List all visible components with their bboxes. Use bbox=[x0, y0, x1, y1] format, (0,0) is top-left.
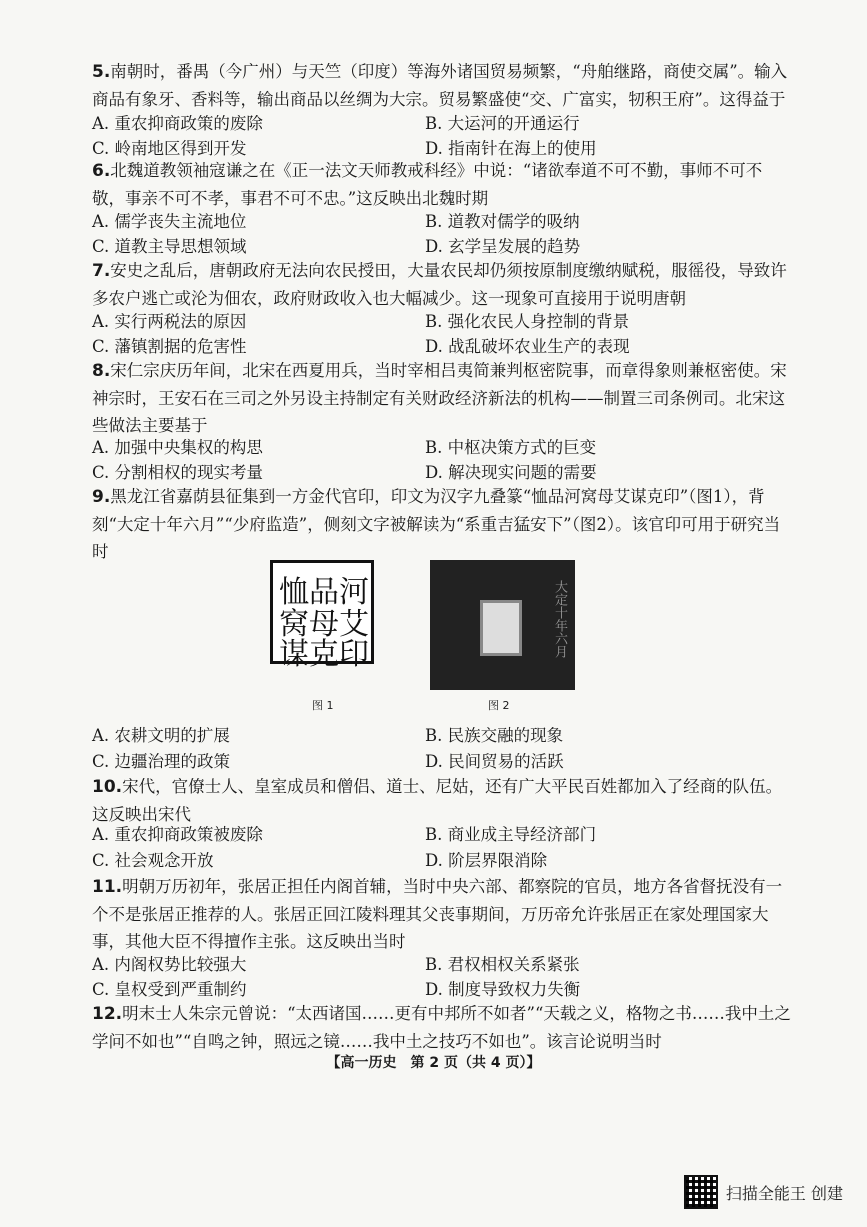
option-b: B. 大运河的开通运行 bbox=[425, 114, 580, 133]
question-8 bbox=[92, 357, 792, 439]
question-stem: 明末士人朱宗元曾说：“太西诸国……更有中邦所不如者”“天载之义，格物之书……我中土之学问不如也”“自鸣之钟，照远之镜……我中土之技巧不如也”。该言论说明当时 bbox=[92, 1004, 791, 1051]
question-11 bbox=[92, 873, 792, 955]
option-d: D. 民间贸易的活跃 bbox=[425, 752, 564, 771]
seal-knob bbox=[480, 600, 522, 656]
option-c: C. 边疆治理的政策 bbox=[92, 752, 231, 771]
question-stem: 宋仁宗庆历年间，北宋在西夏用兵，当时宰相吕夷简兼判枢密院事，而章得象则兼枢密使。宋神宗时，王安石在三司之外另设主持制定有关财政经济新法的机构——制置三司条例司。北宋这些做法主要基于 bbox=[92, 361, 787, 435]
question-9 bbox=[92, 483, 792, 565]
question-stem: 黑龙江省嘉荫县征集到一方金代官印，印文为汉字九叠篆“恤品河窝母艾谋克印”（图1），背刻“大定十年六月”“少府监造”，侧刻文字被解读为“系重吉猛安下”（图2）。该官印可用于研究当时 bbox=[92, 487, 781, 561]
option-a: A. 加强中央集权的构思 bbox=[92, 438, 263, 457]
option-c: C. 藩镇割据的危害性 bbox=[92, 337, 247, 356]
question-number: 9. bbox=[92, 487, 111, 507]
question-stem: 安史之乱后，唐朝政府无法向农民授田，大量农民却仍须按原制度缴纳赋税，服徭役，导致许多农户逃亡或沦为佃农，政府财政收入也大幅减少。这一现象可直接用于说明唐朝 bbox=[92, 261, 787, 308]
scanner-label: 扫描全能王 创建 bbox=[725, 1183, 843, 1203]
option-c: C. 道教主导思想领域 bbox=[92, 237, 247, 256]
question-7 bbox=[92, 257, 792, 312]
question-10 bbox=[92, 773, 792, 828]
option-a: A. 实行两税法的原因 bbox=[92, 312, 247, 331]
option-d: D. 指南针在海上的使用 bbox=[425, 139, 597, 158]
question-stem: 宋代，官僚士人、皇室成员和僧侣、道士、尼姑，还有广大平民百姓都加入了经商的队伍。这反映出宋代 bbox=[92, 777, 783, 824]
option-a: A. 农耕文明的扩展 bbox=[92, 726, 230, 745]
option-b: B. 君权相权关系紧张 bbox=[425, 955, 580, 974]
option-d: D. 解决现实问题的需要 bbox=[425, 463, 597, 482]
option-c: C. 社会观念开放 bbox=[92, 851, 214, 870]
figure-2-caption: 图 2 bbox=[488, 699, 510, 712]
seal-inscription: 大定十年六月 bbox=[552, 580, 567, 658]
question-number: 8. bbox=[92, 361, 111, 381]
question-number: 5. bbox=[92, 62, 111, 82]
option-d: D. 玄学呈发展的趋势 bbox=[425, 237, 581, 256]
question-6 bbox=[92, 157, 792, 212]
option-a: A. 儒学丧失主流地位 bbox=[92, 212, 247, 231]
seal-figures bbox=[270, 560, 600, 720]
option-b: B. 商业成主导经济部门 bbox=[425, 825, 597, 844]
qr-code-icon bbox=[684, 1175, 718, 1209]
question-stem: 北魏道教领袖寇谦之在《正一法文天师教戒科经》中说：“诸欲奉道不可不勤，事师不可不敬，事亲不可不孝，事君不可不忠。”这反映出北魏时期 bbox=[92, 161, 763, 208]
option-c: C. 分割相权的现实考量 bbox=[92, 463, 264, 482]
option-c: C. 岭南地区得到开发 bbox=[92, 139, 247, 158]
question-stem: 明朝万历初年，张居正担任内阁首辅，当时中央六部、都察院的官员，地方各省督抚没有一个不是张居正推荐的人。张居正回江陵料理其父丧事期间，万历帝允许张居正在家处理国家大事，其他大臣不得擅作主张。这反映出当时 bbox=[92, 877, 783, 951]
option-d: D. 战乱破坏农业生产的表现 bbox=[425, 337, 630, 356]
question-stem: 南朝时，番禺（今广州）与天竺（印度）等海外诸国贸易频繁，“舟舶继路，商使交属”。输入商品有象牙、香料等，输出商品以丝绸为大宗。贸易繁盛使“交、广富实，牣积王府”。这得益于 bbox=[92, 62, 788, 109]
question-number: 12. bbox=[92, 1004, 123, 1024]
option-d: D. 阶层界限消除 bbox=[425, 851, 548, 870]
page-footer: 【高一历史 第 2 页（共 4 页）】 bbox=[326, 1055, 541, 1071]
option-b: B. 民族交融的现象 bbox=[425, 726, 564, 745]
question-number: 11. bbox=[92, 877, 123, 897]
option-a: A. 重农抑商政策被废除 bbox=[92, 825, 263, 844]
question-number: 6. bbox=[92, 161, 111, 181]
option-b: B. 道教对儒学的吸纳 bbox=[425, 212, 580, 231]
figure-1-caption: 图 1 bbox=[312, 699, 334, 712]
option-b: B. 中枢决策方式的巨变 bbox=[425, 438, 597, 457]
option-a: A. 重农抑商政策的废除 bbox=[92, 114, 263, 133]
option-b: B. 强化农民人身控制的背景 bbox=[425, 312, 630, 331]
option-c: C. 皇权受到严重制约 bbox=[92, 980, 247, 999]
question-number: 10. bbox=[92, 777, 123, 797]
question-5 bbox=[92, 58, 792, 113]
seal-impression-image: 恤 品 河 窝 母 艾 谋 克 印 bbox=[270, 560, 374, 664]
question-number: 7. bbox=[92, 261, 111, 281]
scanner-watermark bbox=[684, 1175, 843, 1209]
option-d: D. 制度导致权力失衡 bbox=[425, 980, 581, 999]
seal-back-photo bbox=[430, 560, 575, 690]
question-12 bbox=[92, 1000, 792, 1055]
option-a: A. 内阁权势比较强大 bbox=[92, 955, 247, 974]
